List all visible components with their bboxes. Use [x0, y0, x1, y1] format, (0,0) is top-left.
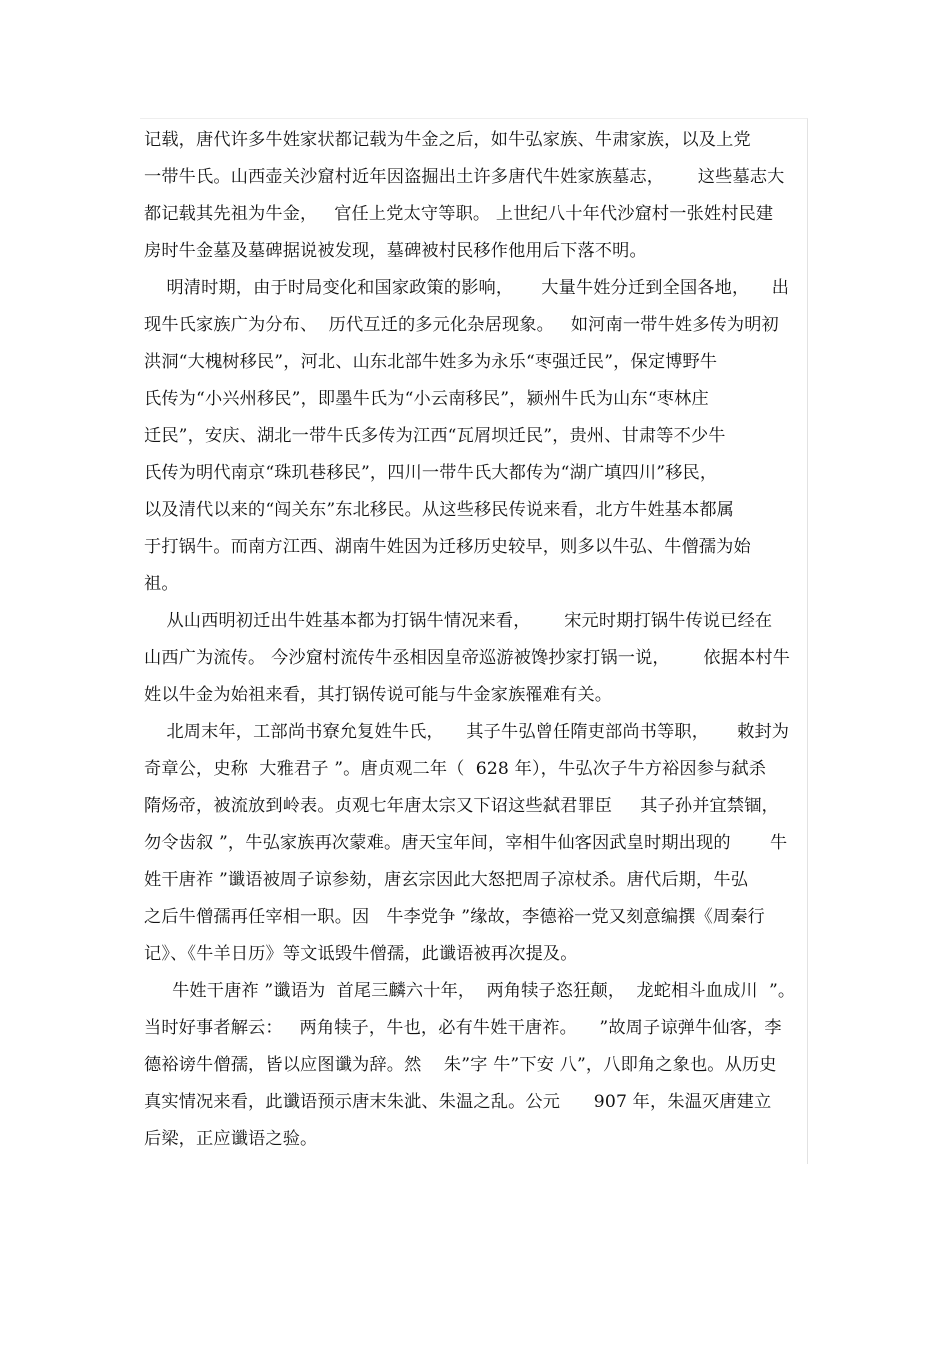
text-line: 当时好事者解云： 两角犊子，牛也，必有牛姓干唐祚。 ”故周子谅弹牛仙客，李 — [144, 1018, 782, 1038]
text-line: 房时牛金墓及墓碑据说被发现，墓碑被村民移作他用后下落不明。 — [144, 241, 647, 261]
text-line: 以及清代以来的“闯关东”东北移民。从这些移民传说来看，北方牛姓基本都属 — [144, 500, 735, 520]
text-line: 勿令齿叙 ”，牛弘家族再次蒙难。唐天宝年间，宰相牛仙客因武皇时期出现的 牛 — [144, 833, 788, 853]
document-body — [144, 122, 808, 1158]
text-line: 现牛氏家族广为分布、 历代互迁的多元化杂居现象。 如河南一带牛姓多传为明初 — [144, 315, 779, 335]
text-line: 记载，唐代许多牛姓家状都记载为牛金之后，如牛弘家族、牛肃家族，以及上党 — [144, 130, 751, 150]
text-line: 山西广为流传。 今沙窟村流传牛丞相因皇帝巡游被馋抄家打锅一说， 依据本村牛 — [144, 648, 791, 668]
text-line: 都记载其先祖为牛金， 官任上党太守等职。 上世纪八十年代沙窟村一张姓村民建 — [144, 204, 774, 224]
text-line: 德裕谤牛僧孺，皆以应图谶为辞。然 朱”字 牛”下安 八”，八即角之象也。从历史 — [144, 1055, 777, 1075]
text-line: 真实情况来看，此谶语预示唐末朱泚、朱温之乱。公元 907 年，朱温灭唐建立 — [144, 1092, 772, 1112]
text-line: 氏传为明代南京“珠玑巷移民”，四川一带牛氏大都传为“湖广填四川”移民， — [144, 463, 718, 483]
text-line: 明清时期，由于时局变化和国家政策的影响， 大量牛姓分迁到全国各地， 出 — [144, 278, 790, 298]
text-line: 隋炀帝，被流放到岭表。贞观七年唐太宗又下诏这些弑君罪臣 其子孙并宜禁锢， — [144, 796, 779, 816]
text-line: 牛姓干唐祚 ”谶语为 首尾三麟六十年， 两角犊子恣狂颠， 龙蛇相斗血成川 ”。 — [144, 981, 796, 1001]
text-line: 之后牛僧孺再任宰相一职。因 牛李党争 ”缘故，李德裕一党又刻意编撰《周秦行 — [144, 907, 765, 927]
text-line: 从山西明初迁出牛姓基本都为打锅牛情况来看， 宋元时期打锅牛传说已经在 — [144, 611, 773, 631]
text-line: 姓干唐祚 ”谶语被周子谅参劾，唐玄宗因此大怒把周子凉杖杀。唐代后期，牛弘 — [144, 870, 749, 890]
text-line: 北周末年，工部尚书寮允复姓牛氏， 其子牛弘曾任隋吏部尚书等职， 敕封为 — [144, 722, 790, 742]
text-line: 记》、《牛羊日历》等文诋毁牛僧孺，此谶语被再次提及。 — [144, 944, 578, 964]
text-line: 祖。 — [144, 574, 179, 594]
text-line: 姓以牛金为始祖来看，其打锅传说可能与牛金家族罹难有关。 — [144, 685, 613, 705]
text-line: 洪洞“大槐树移民”，河北、山东北部牛姓多为永乐“枣强迁民”，保定博野牛 — [144, 352, 718, 372]
text-line: 于打锅牛。而南方江西、湖南牛姓因为迁移历史较早，则多以牛弘、牛僧孺为始 — [144, 537, 751, 557]
text-line: 氏传为“小兴州移民”，即墨牛氏为“小云南移民”，颍州牛氏为山东“枣林庄 — [144, 389, 709, 409]
text-line: 一带牛氏。山西壶关沙窟村近年因盗掘出土许多唐代牛姓家族墓志， 这些墓志大 — [144, 167, 785, 187]
text-line: 奇章公，史称 大雅君子 ”。唐贞观二年（ 628 年），牛弘次子牛方裕因参与弑杀 — [144, 759, 767, 779]
text-line: 迁民”，安庆、湖北一带牛氏多传为江西“瓦屑坝迁民”，贵州、甘肃等不少牛 — [144, 426, 726, 446]
text-line: 后梁，正应谶语之验。 — [144, 1129, 318, 1149]
